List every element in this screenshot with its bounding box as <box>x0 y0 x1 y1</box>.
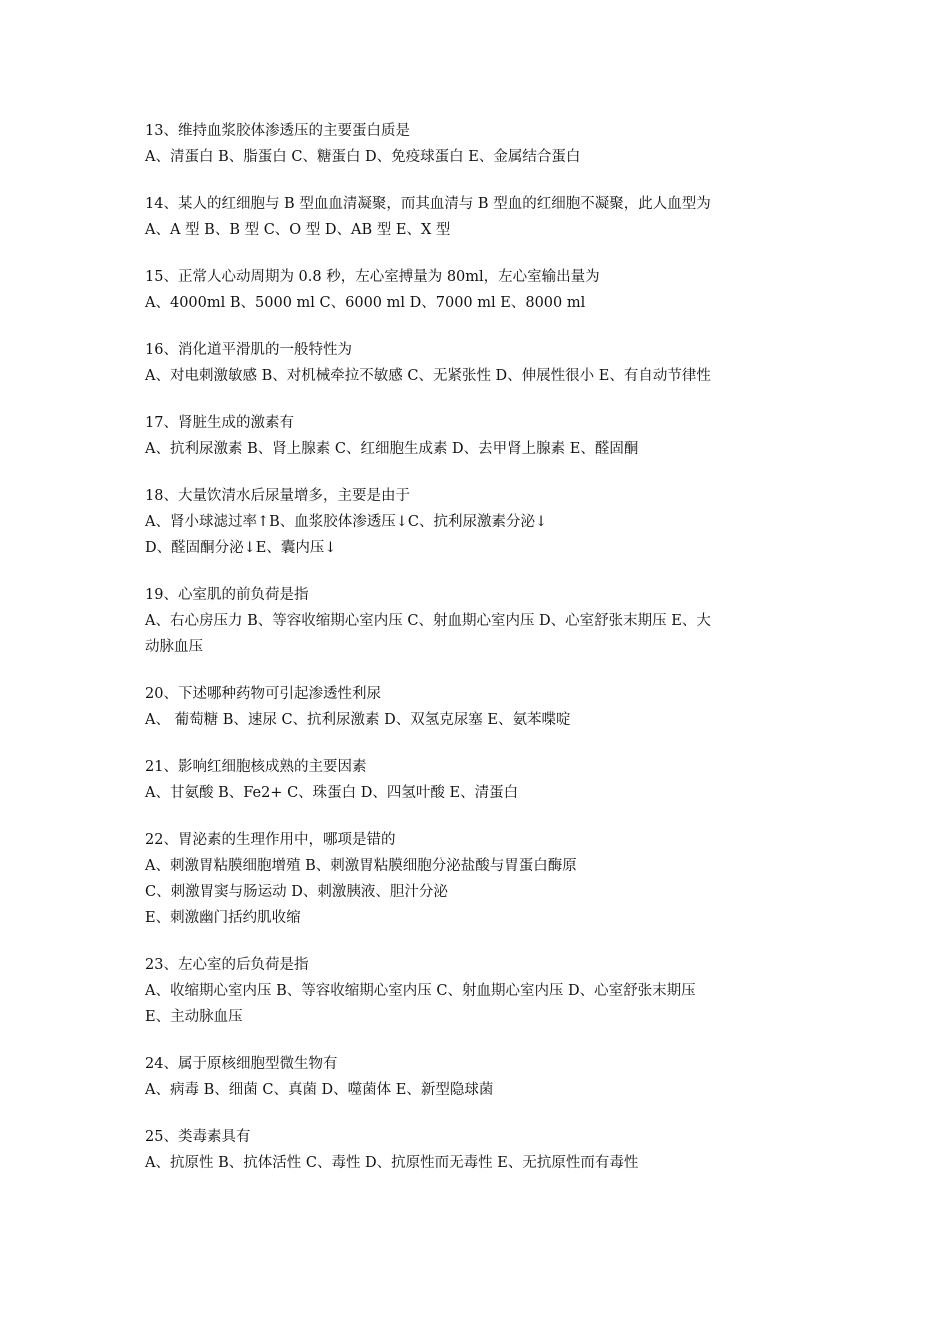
question-block <box>145 1124 825 1176</box>
question-stem: 18、大量饮清水后尿量增多，主要是由于 <box>145 488 410 504</box>
question-block <box>145 681 825 733</box>
question-stem: 16、消化道平滑肌的一般特性为 <box>145 342 352 358</box>
answer-options: A、收缩期心室内压 B、等容收缩期心室内压 C、射血期心室内压 D、心室舒张末期压 <box>145 983 696 999</box>
answer-options: E、主动脉血压 <box>145 1009 243 1025</box>
answer-options: C、刺激胃窦与肠运动 D、刺激胰液、胆汁分泌 <box>145 884 448 900</box>
question-stem: 24、属于原核细胞型微生物有 <box>145 1056 338 1072</box>
question-stem: 14、某人的红细胞与 B 型血血清凝聚，而其血清与 B 型血的红细胞不凝聚，此人血型为 <box>145 196 711 212</box>
question-block <box>145 952 825 1030</box>
answer-options: A、抗原性 B、抗体活性 C、毒性 D、抗原性而无毒性 E、无抗原性而有毒性 <box>145 1155 639 1171</box>
document-page <box>145 118 825 1197</box>
question-stem: 23、左心室的后负荷是指 <box>145 957 309 973</box>
question-block <box>145 264 825 316</box>
question-block <box>145 191 825 243</box>
answer-options: D、醛固酮分泌↓E、囊内压↓ <box>145 540 337 556</box>
answer-options: A、对电刺激敏感 B、对机械牵拉不敏感 C、无紧张性 D、伸展性很小 E、有自动节律性 <box>145 368 711 384</box>
question-stem: 21、影响红细胞核成熟的主要因素 <box>145 759 367 775</box>
answer-options: A、4000ml B、5000 ml C、6000 ml D、7000 ml E、8000 ml <box>145 295 586 311</box>
question-block <box>145 118 825 170</box>
answer-options: 动脉血压 <box>145 639 203 655</box>
answer-options: A、肾小球滤过率↑B、血浆胶体渗透压↓C、抗利尿激素分泌↓ <box>145 514 548 530</box>
question-stem: 19、心室肌的前负荷是指 <box>145 587 309 603</box>
answer-options: A、A 型 B、B 型 C、O 型 D、AB 型 E、X 型 <box>145 222 451 238</box>
question-block <box>145 827 825 931</box>
question-block <box>145 337 825 389</box>
question-stem: 17、肾脏生成的激素有 <box>145 415 294 431</box>
answer-options: A、病毒 B、细菌 C、真菌 D、噬菌体 E、新型隐球菌 <box>145 1082 494 1098</box>
answer-options: A、清蛋白 B、脂蛋白 C、糖蛋白 D、免疫球蛋白 E、金属结合蛋白 <box>145 149 581 165</box>
answer-options: A、甘氨酸 B、Fe2+ C、珠蛋白 D、四氢叶酸 E、清蛋白 <box>145 785 519 801</box>
question-stem: 22、胃泌素的生理作用中，哪项是错的 <box>145 832 396 848</box>
question-stem: 13、维持血浆胶体渗透压的主要蛋白质是 <box>145 123 410 139</box>
answer-options: E、刺激幽门括约肌收缩 <box>145 910 301 926</box>
question-block <box>145 1051 825 1103</box>
question-block <box>145 483 825 561</box>
question-block <box>145 410 825 462</box>
question-stem: 15、正常人心动周期为 0.8 秒，左心室搏量为 80ml，左心室输出量为 <box>145 269 600 285</box>
answer-options: A、刺激胃粘膜细胞增殖 B、刺激胃粘膜细胞分泌盐酸与胃蛋白酶原 <box>145 858 577 874</box>
question-stem: 20、下述哪种药物可引起渗透性利尿 <box>145 686 381 702</box>
question-block <box>145 754 825 806</box>
question-stem: 25、类毒素具有 <box>145 1129 251 1145</box>
answer-options: A、右心房压力 B、等容收缩期心室内压 C、射血期心室内压 D、心室舒张末期压 E、大 <box>145 613 711 629</box>
question-block <box>145 582 825 660</box>
answer-options: A、 葡萄糖 B、速尿 C、抗利尿激素 D、双氢克尿塞 E、氨苯喋啶 <box>145 712 571 728</box>
answer-options: A、抗利尿激素 B、肾上腺素 C、红细胞生成素 D、去甲肾上腺素 E、醛固酮 <box>145 441 639 457</box>
